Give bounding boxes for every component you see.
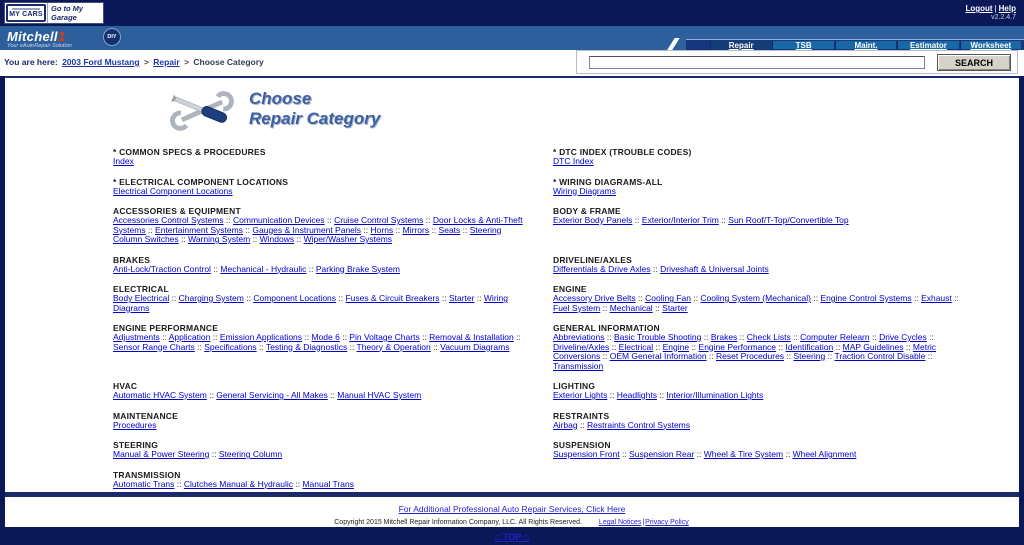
category-link[interactable]: Exterior/Interior Trim — [641, 215, 719, 225]
category-link[interactable]: Reset Procedures — [716, 351, 785, 361]
session-links — [965, 4, 1016, 13]
link-separator: :: — [833, 341, 843, 352]
category-link[interactable]: Entertainment Systems — [155, 224, 243, 235]
category-link[interactable]: Wheel Alignment — [792, 449, 857, 459]
category-cell — [113, 323, 553, 371]
link-separator: :: — [903, 341, 913, 352]
category-link[interactable]: Automatic HVAC System — [113, 390, 207, 400]
link-separator: :: — [178, 234, 189, 244]
link-separator: :: — [600, 302, 610, 313]
category-link[interactable]: Adjustments — [113, 332, 160, 342]
category-link[interactable]: Exterior Lights — [553, 390, 608, 400]
category-link[interactable]: Theory & Operation — [356, 341, 431, 352]
category-heading: ACCESSORIES & EQUIPMENT — [113, 206, 241, 216]
category-link[interactable]: Specifications — [204, 341, 257, 352]
category-link[interactable]: Removal & Installation — [429, 332, 514, 342]
link-separator: :: — [632, 215, 642, 225]
category-link[interactable]: Starter — [662, 302, 688, 313]
category-links — [113, 187, 523, 197]
link-separator: :: — [419, 332, 430, 342]
category-link[interactable]: Driveline/Axles — [553, 341, 610, 352]
diy-globe-badge: DIY — [103, 28, 121, 46]
category-link[interactable]: Fuses & Circuit Breakers — [345, 293, 440, 303]
category-row — [113, 411, 973, 431]
category-link[interactable]: Brakes — [710, 332, 738, 342]
tab-estimator[interactable]: Estimator — [897, 41, 958, 49]
link-separator: :: — [210, 332, 220, 342]
category-links — [553, 216, 963, 226]
footer — [5, 497, 1019, 542]
link-separator: :: — [776, 341, 786, 352]
plate-decoration — [12, 8, 40, 10]
category-row — [113, 255, 973, 275]
category-heading: * COMMON SPECS & PROCEDURES — [113, 147, 266, 157]
category-link[interactable]: Body Electrical — [113, 293, 170, 303]
category-link[interactable]: Airbag — [553, 419, 578, 430]
tab-maint[interactable]: Maint. — [835, 41, 896, 49]
search-input[interactable] — [589, 56, 925, 69]
tab-worksheet[interactable]: Worksheet — [960, 41, 1021, 49]
link-separator: :: — [784, 351, 794, 361]
go-to-my-garage-button[interactable] — [4, 2, 104, 24]
category-link[interactable]: Mechanical - Hydraulic — [220, 263, 307, 274]
link-separator: :: — [336, 293, 346, 303]
category-link[interactable]: Exhaust — [921, 293, 952, 303]
link-separator: :: — [174, 478, 184, 489]
category-heading: DRIVELINE/AXLES — [553, 254, 633, 265]
brand-bar — [0, 26, 1024, 50]
link-separator: :: — [294, 234, 304, 244]
link-separator: :: — [619, 449, 630, 459]
tab-repair[interactable]: Repair — [710, 41, 771, 49]
category-link[interactable]: Clutches Manual & Hydraulic — [183, 478, 294, 489]
page-title-line2: Repair Category — [249, 109, 381, 128]
category-cell — [113, 411, 553, 431]
category-link[interactable]: Mechanical — [609, 302, 653, 313]
category-heading: BODY & FRAME — [553, 206, 621, 216]
category-heading: ENGINE PERFORMANCE — [113, 323, 219, 333]
category-link[interactable]: Engine Control Systems — [820, 293, 912, 303]
category-cell — [113, 470, 553, 490]
category-heading: MAINTENANCE — [113, 410, 179, 421]
help-link[interactable]: Help — [998, 4, 1016, 13]
category-link[interactable]: Electrical — [618, 341, 654, 352]
legal-divider: | — [642, 519, 645, 526]
link-separator: :: — [206, 390, 217, 400]
link-separator: :: — [293, 478, 303, 489]
link-separator: :: — [825, 351, 835, 361]
category-link[interactable]: Index — [113, 156, 134, 166]
category-cell — [553, 177, 973, 197]
breadcrumb — [60, 57, 191, 67]
link-separator: :: — [718, 215, 729, 225]
link-divider: | — [994, 4, 997, 13]
category-link[interactable]: Gauges & Instrument Panels — [252, 224, 362, 235]
category-link[interactable]: Cruise Control Systems — [334, 215, 424, 225]
link-separator: :: — [635, 293, 646, 303]
category-link[interactable]: Mirrors — [402, 224, 430, 235]
link-separator: :: — [652, 302, 663, 313]
category-link[interactable]: DTC Index — [553, 156, 594, 166]
link-separator: :: — [250, 234, 260, 244]
link-separator: :: — [690, 293, 701, 303]
link-separator: :: — [159, 332, 169, 342]
link-separator: :: — [306, 263, 316, 274]
category-heading: BRAKES — [113, 254, 151, 265]
category-link[interactable]: Cooling Fan — [645, 293, 691, 303]
link-separator: :: — [694, 449, 704, 459]
link-separator: :: — [169, 293, 179, 303]
category-cell — [113, 381, 553, 401]
link-separator: :: — [737, 332, 747, 342]
category-link[interactable]: Door Locks & Anti-Theft Systems — [113, 215, 523, 235]
category-link[interactable]: Suspension Front — [553, 449, 620, 459]
link-separator: :: — [656, 390, 667, 400]
category-row — [113, 177, 973, 197]
category-link[interactable]: Accessories Control Systems — [113, 215, 224, 225]
link-separator: :: — [653, 341, 663, 352]
category-link[interactable]: Differentials & Drive Axles — [553, 263, 651, 274]
category-heading: HVAC — [113, 381, 138, 391]
link-separator: :: — [429, 224, 439, 235]
category-links — [113, 333, 523, 352]
page-title-line1: Choose — [249, 89, 312, 108]
category-links — [553, 157, 963, 167]
link-separator: :: — [474, 293, 484, 303]
link-separator: :: — [327, 390, 338, 400]
category-heading: LIGHTING — [553, 381, 596, 391]
breadcrumb-current: Choose Category — [193, 57, 264, 67]
category-row — [113, 206, 973, 245]
tab-strip — [686, 39, 1024, 50]
category-link[interactable]: Application — [168, 332, 211, 342]
category-link[interactable]: Driveshaft & Universal Joints — [660, 263, 769, 274]
link-separator: :: — [577, 419, 588, 430]
link-separator: :: — [926, 332, 934, 342]
category-link[interactable]: Drive Cycles — [879, 332, 927, 342]
link-separator: :: — [706, 351, 717, 361]
category-link[interactable]: Restraints Control Systems — [587, 419, 691, 430]
link-separator: :: — [869, 332, 880, 342]
category-cell — [553, 411, 973, 431]
link-separator: :: — [430, 341, 441, 352]
link-separator: :: — [790, 332, 801, 342]
version-label: v2.2.4.7 — [991, 14, 1016, 21]
category-link[interactable]: Electrical Component Locations — [113, 185, 233, 196]
link-separator: :: — [209, 449, 219, 459]
legal-notices-link[interactable]: Legal Notices — [598, 519, 642, 526]
category-row — [113, 381, 973, 401]
category-row — [113, 470, 973, 490]
category-link[interactable]: Basic Trouble Shooting — [613, 332, 702, 342]
link-separator: :: — [256, 341, 266, 352]
category-cell — [113, 284, 553, 313]
category-link[interactable]: Charging System — [178, 293, 244, 303]
category-cell — [553, 470, 973, 490]
category-link[interactable]: Sensor Range Charts — [113, 341, 195, 352]
category-link[interactable]: Engine — [662, 341, 690, 352]
breadcrumb-separator: > — [181, 57, 192, 67]
category-link[interactable]: Accessory Drive Belts — [553, 293, 636, 303]
category-links — [553, 294, 963, 313]
category-link[interactable]: Steering Column Switches — [113, 224, 502, 244]
category-link[interactable]: Wiper/Washer Systems — [303, 234, 393, 244]
mitchell1-logo — [7, 28, 72, 49]
link-separator: :: — [604, 332, 614, 342]
category-link[interactable]: Windows — [259, 234, 295, 244]
category-link[interactable]: Suspension Rear — [629, 449, 695, 459]
category-cell — [113, 255, 553, 275]
category-heading: STEERING — [113, 440, 159, 450]
category-link[interactable]: Sun Roof/T-Top/Convertible Top — [728, 215, 849, 225]
brand-tagline: Your eAutoRepair Solution — [7, 43, 72, 49]
link-separator: :: — [393, 224, 403, 235]
link-separator: :: — [783, 449, 793, 459]
category-link[interactable]: Steering — [793, 351, 826, 361]
category-link[interactable]: Communication Devices — [233, 215, 325, 225]
link-separator: :: — [339, 332, 350, 342]
category-row — [113, 323, 973, 371]
link-separator: :: — [302, 332, 312, 342]
category-heading: GENERAL INFORMATION — [553, 323, 660, 333]
my-cars-plate-icon — [6, 4, 46, 22]
category-link[interactable]: Wiring Diagrams — [113, 293, 508, 313]
category-link[interactable]: Manual Trans — [302, 478, 354, 489]
category-link[interactable]: Warning System — [188, 234, 251, 244]
category-table — [113, 147, 973, 499]
category-link[interactable]: Pin Voltage Charts — [349, 332, 420, 342]
link-separator: :: — [925, 351, 933, 361]
category-heading: * ELECTRICAL COMPONENT LOCATIONS — [113, 176, 289, 187]
category-heading: TRANSMISSION — [113, 469, 181, 480]
tab-bar — [710, 40, 1022, 50]
link-separator: :: — [423, 215, 433, 225]
category-row — [113, 440, 973, 460]
category-link[interactable]: Manual HVAC System — [337, 390, 422, 400]
category-link[interactable]: Manual & Power Steering — [113, 449, 210, 459]
category-link[interactable]: Anti-Lock/Traction Control — [113, 263, 211, 274]
category-link[interactable]: OEM General Information — [609, 351, 707, 361]
link-separator: :: — [243, 293, 254, 303]
category-cell — [113, 147, 553, 167]
category-link[interactable]: Horns — [370, 224, 394, 235]
link-separator: :: — [210, 263, 221, 274]
link-separator: :: — [911, 293, 922, 303]
link-separator: :: — [223, 215, 233, 225]
category-links — [553, 391, 963, 401]
category-links — [113, 391, 523, 401]
link-separator: :: — [701, 332, 711, 342]
category-links — [553, 421, 963, 431]
category-heading: ELECTRICAL — [113, 284, 169, 294]
category-link[interactable]: Parking Brake System — [315, 263, 400, 274]
category-row — [113, 284, 973, 313]
category-link[interactable]: Metric Conversions — [553, 341, 937, 361]
category-heading: * DTC INDEX (TROUBLE CODES) — [553, 147, 692, 157]
category-link[interactable]: Transmission — [553, 360, 604, 371]
category-link[interactable]: Fuel System — [553, 302, 601, 313]
link-separator: :: — [242, 224, 253, 235]
category-links — [113, 157, 523, 167]
category-link[interactable]: Headlights — [616, 390, 657, 400]
category-link[interactable]: Automatic Trans — [113, 478, 175, 489]
category-cell — [553, 284, 973, 313]
category-links — [113, 216, 523, 245]
link-separator: :: — [194, 341, 205, 352]
category-link[interactable]: Interior/Illumination Lights — [666, 390, 764, 400]
link-separator: :: — [600, 351, 610, 361]
category-links — [113, 450, 523, 460]
category-links — [553, 333, 963, 371]
copyright-line — [5, 519, 1019, 526]
category-link[interactable]: Procedures — [113, 419, 157, 430]
tab-tsb[interactable]: TSB — [772, 41, 833, 49]
category-cell — [553, 255, 973, 275]
breadcrumb-link[interactable]: 2003 Ford Mustang — [62, 57, 140, 67]
link-separator: :: — [951, 293, 959, 303]
category-links — [553, 265, 963, 275]
category-cell — [553, 206, 973, 245]
search-button[interactable]: SEARCH — [937, 54, 1011, 71]
category-link[interactable]: Cooling System (Mechanical) — [700, 293, 811, 303]
category-cell — [113, 206, 553, 245]
category-link[interactable]: Component Locations — [253, 293, 337, 303]
category-link[interactable]: Abbreviations — [553, 332, 605, 342]
category-link[interactable]: Emission Applications — [219, 332, 303, 342]
category-cell — [553, 147, 973, 167]
link-separator: :: — [324, 215, 335, 225]
category-heading: RESTRAINTS — [553, 410, 610, 421]
category-links — [113, 421, 523, 431]
brand-name: Mitchell — [7, 29, 58, 44]
category-link[interactable]: General Servicing - All Makes — [216, 390, 328, 400]
category-link[interactable]: Vacuum Diagrams — [440, 341, 510, 352]
link-separator: :: — [689, 341, 699, 352]
category-cell — [113, 177, 553, 197]
category-link[interactable]: Testing & Diagnostics — [265, 341, 348, 352]
logout-link[interactable]: Logout — [965, 4, 993, 13]
category-link[interactable]: Seats — [438, 224, 461, 235]
plate-label: MY CARS — [9, 11, 43, 18]
link-separator: :: — [347, 341, 357, 352]
category-links — [113, 265, 523, 275]
category-link[interactable]: MAP Guidelines — [842, 341, 904, 352]
category-heading: * WIRING DIAGRAMS-ALL — [553, 176, 663, 187]
category-link[interactable]: Steering Column — [218, 449, 283, 459]
category-cell — [553, 440, 973, 460]
category-cell — [553, 381, 973, 401]
brand-one: 1 — [57, 28, 66, 44]
top-bar — [0, 0, 1024, 26]
link-separator: :: — [607, 390, 617, 400]
category-cell — [113, 440, 553, 460]
breadcrumb-separator: > — [141, 57, 152, 67]
category-link[interactable]: Check Lists — [746, 332, 791, 342]
garage-button-label: Go to My Garage — [47, 3, 103, 23]
link-separator: :: — [513, 332, 521, 342]
category-links — [553, 450, 963, 460]
privacy-policy-link[interactable]: Privacy Policy — [645, 519, 689, 526]
link-separator: :: — [460, 224, 470, 235]
category-link[interactable]: Computer Relearn — [800, 332, 870, 342]
category-link[interactable]: Wiring Diagrams — [553, 185, 616, 196]
category-link[interactable]: Traction Control Disable — [834, 351, 926, 361]
category-link[interactable]: Engine Performance — [698, 341, 777, 352]
page-title — [249, 86, 380, 129]
category-link[interactable]: Mode 6 — [311, 332, 340, 342]
category-heading: SUSPENSION — [553, 440, 611, 450]
link-separator: :: — [810, 293, 821, 303]
category-link[interactable]: Identification — [785, 341, 834, 352]
copyright-text: Copyright 2015 Mitchell Repair Information Company, LLC. All Rights Reserved. — [334, 519, 582, 526]
breadcrumb-prefix: You are here: — [4, 57, 58, 67]
main-panel — [5, 76, 1019, 492]
category-cell — [553, 323, 973, 371]
category-row — [113, 147, 973, 167]
repair-tools-icon — [163, 86, 241, 134]
category-link[interactable]: Wheel & Tire System — [703, 449, 784, 459]
breadcrumb-link[interactable]: Repair — [153, 57, 180, 67]
link-separator: :: — [650, 263, 661, 274]
promo-link[interactable]: For Additional Professional Auto Repair Services, Click Here — [398, 504, 626, 514]
link-separator: :: — [609, 341, 619, 352]
search-panel — [576, 50, 1018, 74]
category-link[interactable]: Exterior Body Panels — [553, 215, 633, 225]
category-links — [113, 480, 523, 490]
top-link[interactable]: :: TOP :: — [494, 532, 530, 542]
category-links — [113, 294, 523, 313]
category-heading: ENGINE — [553, 284, 587, 294]
category-link[interactable]: Starter — [448, 293, 475, 303]
link-separator: :: — [439, 293, 449, 303]
category-links — [553, 187, 963, 197]
link-separator: :: — [361, 224, 371, 235]
link-separator: :: — [145, 224, 156, 235]
